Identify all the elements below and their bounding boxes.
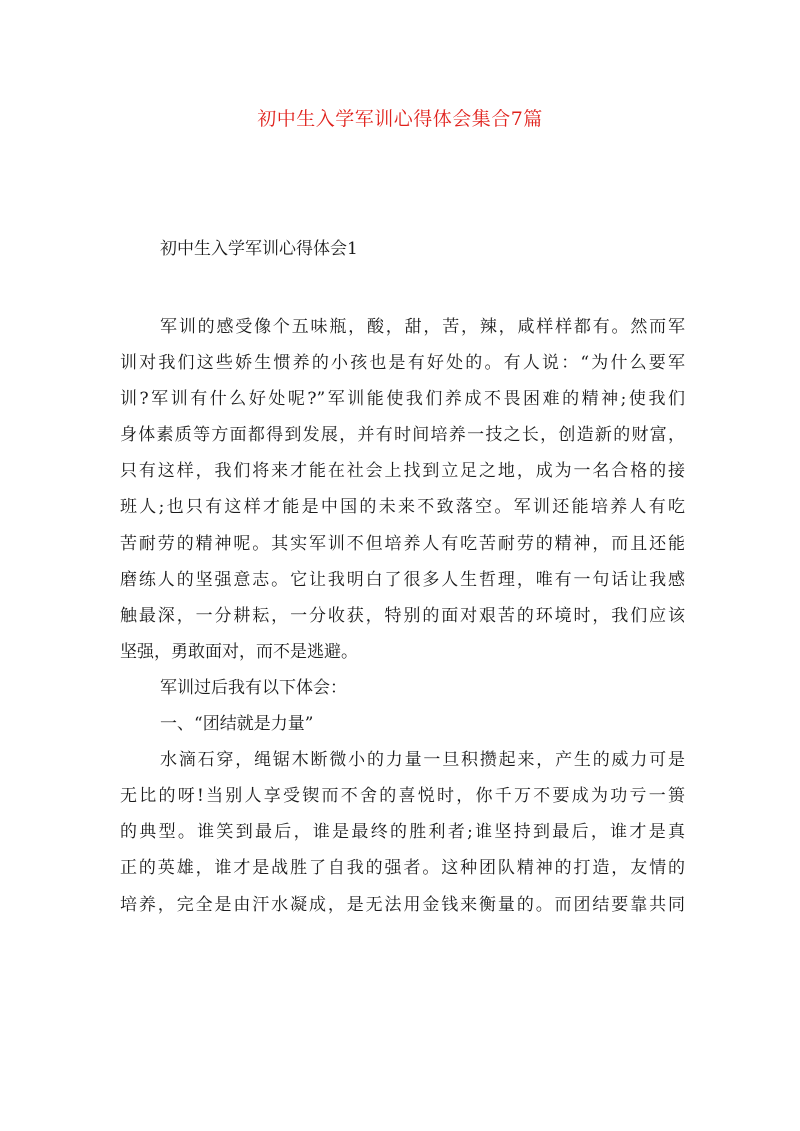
section-heading: 初中生入学军训心得体会1: [160, 239, 358, 259]
body-text: [120, 309, 685, 923]
paragraph-line: 正的英雄，谁才是战胜了自我的强者。这种团队精神的打造，友情的: [120, 858, 685, 879]
paragraph-line: 只有这样，我们将来才能在社会上找到立足之地，成为一名合格的接: [120, 461, 685, 482]
paragraph-line: 训对我们这些娇生惯养的小孩也是有好处的。有人说：“为什么要军: [120, 353, 685, 374]
paragraph-line: 苦耐劳的精神呢。其实军训不但培养人有吃苦耐劳的精神，而且还能: [120, 533, 685, 554]
paragraph-line: 的典型。谁笑到最后，谁是最终的胜利者;谁坚持到最后，谁才是真: [120, 822, 685, 843]
paragraph-line: 触最深，一分耕耘，一分收获，特别的面对艰苦的环境时，我们应该: [120, 605, 685, 626]
numbered-heading: 一、“团结就是力量”: [160, 714, 314, 735]
paragraph-line: 水滴石穿，绳锯木断微小的力量一旦积攒起来，产生的威力可是: [160, 750, 685, 771]
paragraph-line: 无比的呀!当别人享受锲而不舍的喜悦时，你千万不要成为功亏一篑: [120, 786, 685, 807]
paragraph-line: 磨练人的坚强意志。它让我明白了很多人生哲理，唯有一句话让我感: [120, 569, 685, 590]
paragraph-line: 训?军训有什么好处呢?”军训能使我们养成不畏困难的精神;使我们: [120, 389, 685, 410]
paragraph-line: 班人;也只有这样才能是中国的未来不致落空。军训还能培养人有吃: [120, 497, 685, 518]
paragraph-line: 身体素质等方面都得到发展，并有时间培养一技之长，创造新的财富，: [120, 425, 685, 446]
paragraph-line: 培养，完全是由汗水凝成，是无法用金钱来衡量的。而团结要靠共同: [120, 894, 685, 915]
paragraph-line: 坚强，勇敢面对，而不是逃避。: [120, 641, 358, 662]
paragraph-line: 军训的感受像个五味瓶，酸，甜，苦，辣，咸样样都有。然而军: [160, 317, 685, 337]
document-title: 初中生入学军训心得体会集合7篇: [257, 108, 543, 130]
paragraph-line: 军训过后我有以下体会：: [160, 677, 347, 698]
